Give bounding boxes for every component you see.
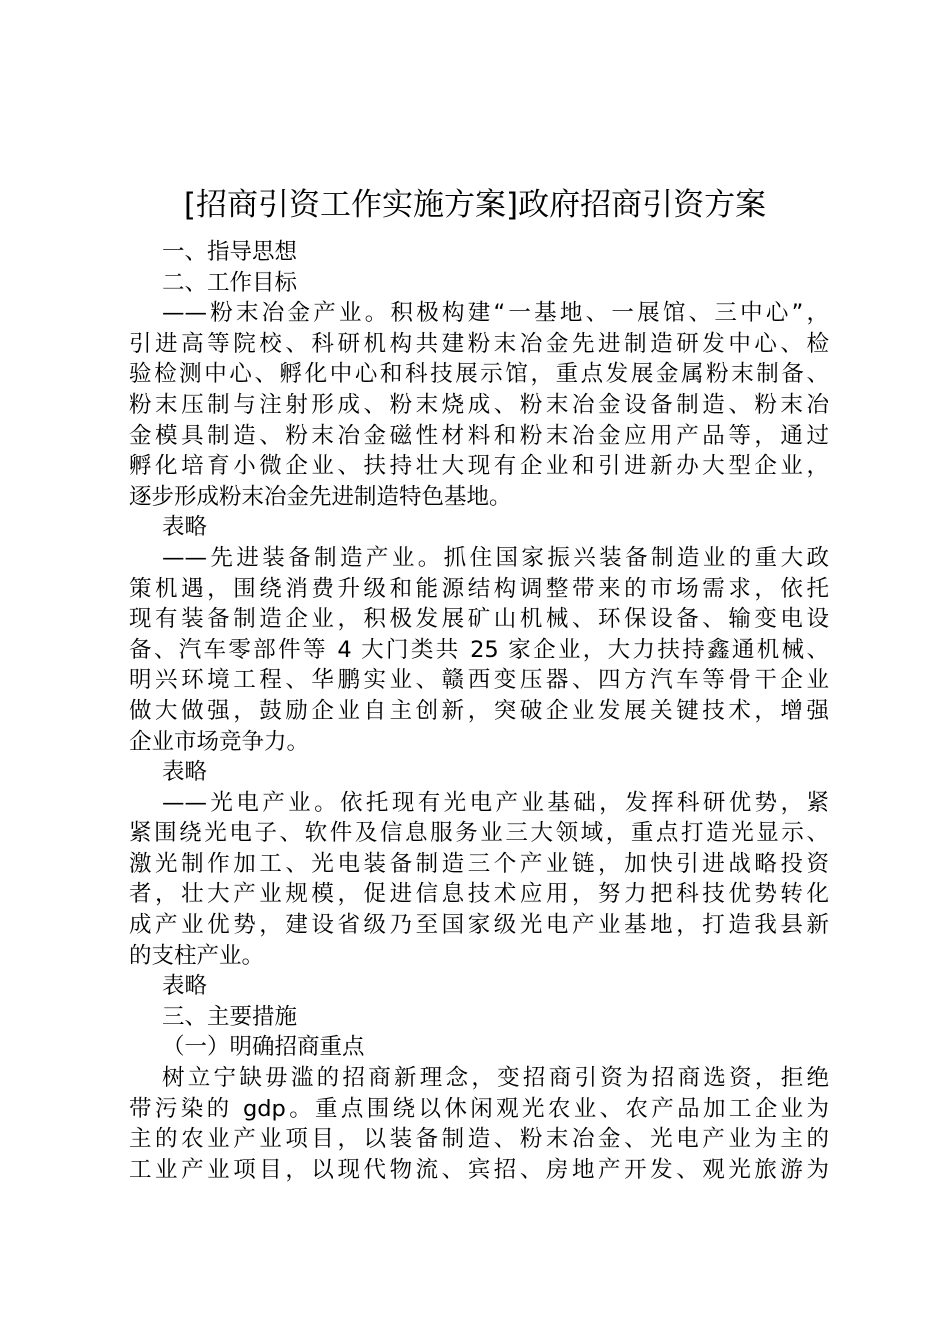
section-heading: 一、指导思想: [162, 239, 298, 265]
paragraph-line: 孵化培育小微企业、扶持壮大现有企业和引进新办大型企业，: [129, 453, 829, 480]
paragraph-line: 策机遇，围绕消费升级和能源结构调整带来的市场需求，依托: [129, 575, 829, 602]
paragraph-line: ——先进装备制造产业。抓住国家振兴装备制造业的重大政: [162, 544, 829, 571]
paragraph-line: 工业产业项目，以现代物流、宾招、房地产开发、观光旅游为: [129, 1156, 829, 1183]
paragraph-line: 紧围绕光电子、软件及信息服务业三大领域，重点打造光显示、: [129, 820, 829, 847]
paragraph-line: 明兴环境工程、华鹏实业、赣西变压器、四方汽车等骨干企业: [129, 667, 829, 694]
paragraph-line: 现有装备制造企业，积极发展矿山机械、环保设备、输变电设: [129, 606, 829, 633]
table-omitted-note: 表略: [162, 973, 208, 1000]
paragraph-line: 激光制作加工、光电装备制造三个产业链，加快引进战略投资: [129, 850, 829, 877]
paragraph-line: 者，壮大产业规模，促进信息技术应用，努力把科技优势转化: [129, 881, 829, 908]
paragraph-line: 成产业优势，建设省级乃至国家级光电产业基地，打造我县新: [129, 912, 829, 939]
paragraph-line: 树立宁缺毋滥的招商新理念，变招商引资为招商选资，拒绝: [162, 1065, 829, 1092]
paragraph-line: 粉末压制与注射形成、粉末烧成、粉末冶金设备制造、粉末冶: [129, 391, 829, 418]
paragraph-line: 金模具制造、粉末冶金磁性材料和粉末冶金应用产品等，通过: [129, 422, 829, 449]
paragraph-line: 带污染的 gdp。重点围绕以休闲观光农业、农产品加工企业为: [129, 1095, 829, 1122]
paragraph-line: 的支柱产业。: [129, 942, 265, 969]
paragraph-line: 主的农业产业项目，以装备制造、粉末冶金、光电产业为主的: [129, 1126, 829, 1153]
paragraph-line: 企业市场竞争力。: [129, 728, 310, 755]
subsection-heading: （一）明确招商重点: [162, 1034, 365, 1061]
paragraph-line: 验检测中心、孵化中心和科技展示馆，重点发展金属粉末制备、: [129, 361, 829, 388]
paragraph-line: 做大做强，鼓励企业自主创新，突破企业发展关键技术，增强: [129, 697, 829, 724]
paragraph-line: 引进高等院校、科研机构共建粉末冶金先进制造研发中心、检: [129, 330, 829, 357]
document-body: [129, 237, 829, 1185]
paragraph-line: 逐步形成粉末冶金先进制造特色基地。: [129, 483, 512, 510]
section-heading: 二、工作目标: [162, 269, 298, 296]
section-heading: 三、主要措施: [162, 1003, 298, 1030]
document-title: [招商引资工作实施方案]政府招商引资方案: [183, 187, 767, 223]
table-omitted-note: 表略: [162, 514, 208, 541]
table-omitted-note: 表略: [162, 759, 208, 786]
paragraph-line: 备、汽车零部件等 4 大门类共 25 家企业，大力扶持鑫通机械、: [129, 636, 829, 663]
paragraph-line: ——粉末冶金产业。积极构建“一基地、一展馆、三中心”，: [162, 300, 829, 327]
paragraph-line: ——光电产业。依托现有光电产业基础，发挥科研优势，紧: [162, 789, 829, 816]
